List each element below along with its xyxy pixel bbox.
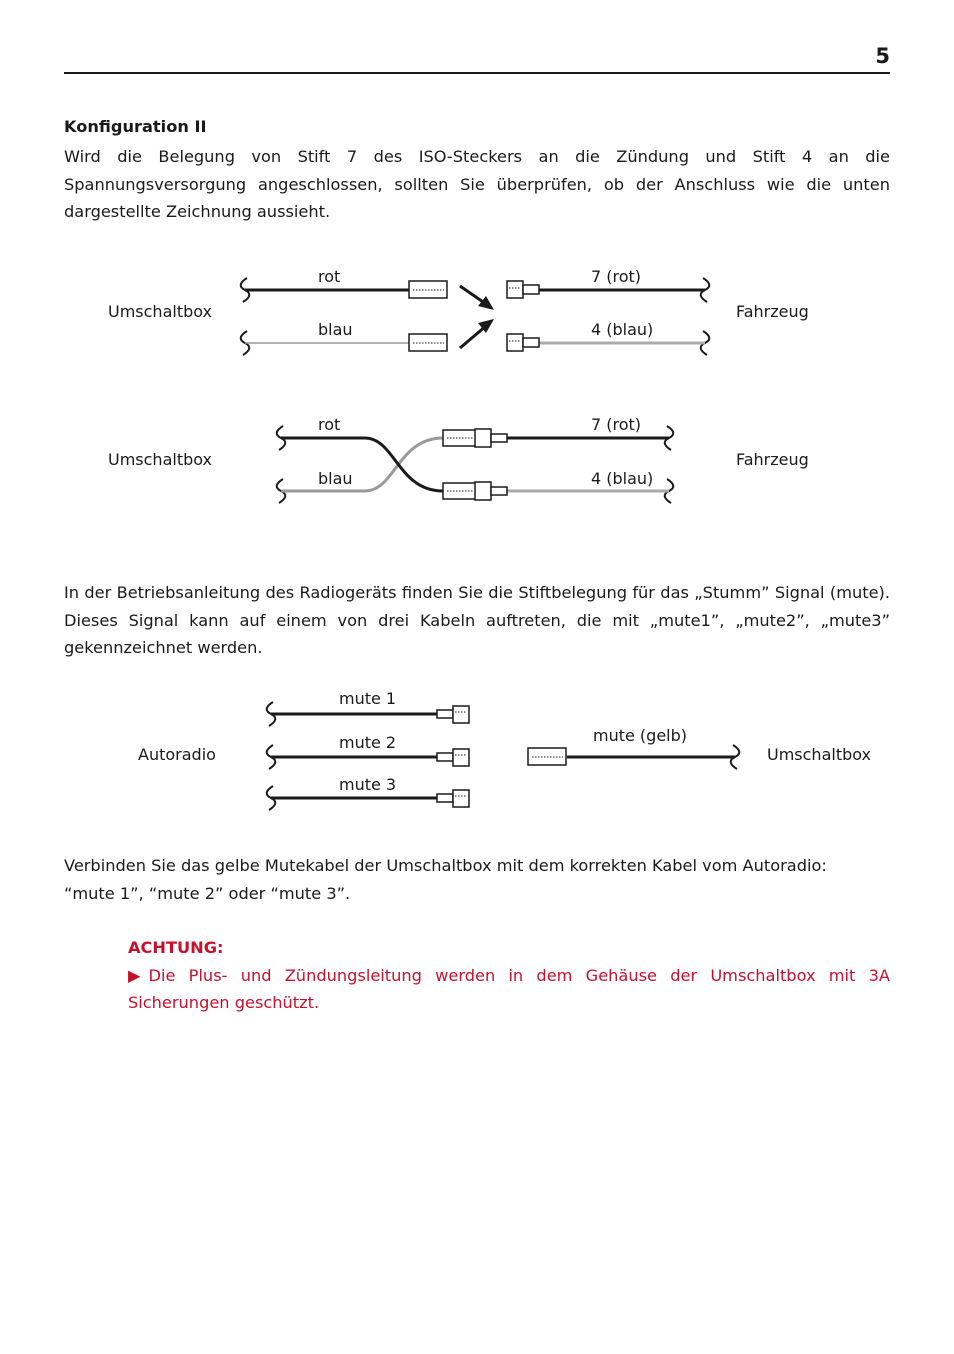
cable-end-squiggle [241,278,250,302]
wire-label-rot: rot [318,267,341,286]
cable-end-squiggle [701,331,710,355]
warning-title: ACHTUNG: [128,938,224,957]
cable-end-squiggle [665,479,674,503]
female-connector [409,334,447,351]
mute-paragraph: In der Betriebsanleitung des Radiogeräts finden Sie die Stiftbelegung für das „Stumm” Signal (mute). Dieses Signal kann auf einem von drei Kabeln auftreten, die mit „mute1”, „mute2”, „mute3” gekennzeichnet werden. [64,583,890,657]
wire-blau-cross [281,438,443,491]
section-heading: Konfiguration II [64,117,207,136]
wire-label-mute-gelb: mute (gelb) [593,726,688,745]
male-connector [437,710,453,718]
male-connector [507,334,523,351]
wire-label-mute-1: mute 1 [339,689,397,708]
cable-end-squiggle [701,278,710,302]
cable-end-squiggle [241,331,250,355]
intro-paragraph: Wird die Belegung von Stift 7 des ISO-Steckers an die Zündung und Stift 4 an die Spannungsversorgung angeschlossen, sollten Sie überprüfen, ob der Anschluss wie die unten dargestellte Zeichnung aussieht. [64,147,890,221]
header-rule [64,72,890,74]
wire-label-7-rot: 7 (rot) [591,267,642,286]
wire-label-4-blau: 4 (blau) [591,469,654,488]
joined-connector [443,430,487,446]
joined-connector [443,483,487,499]
warning-box [128,934,890,1017]
female-connector [528,748,566,765]
wire-label-rot: rot [318,415,341,434]
cable-end-squiggle [267,702,276,726]
diagram-2-right-label: Fahrzeug [736,450,809,469]
male-connector [507,281,523,298]
cable-end-squiggle [267,745,276,769]
page-number: 5 [875,44,890,68]
connect-paragraph [64,852,890,907]
wire-label-blau: blau [318,320,353,339]
connect-line-1: Verbinden Sie das gelbe Mutekabel der Umschaltbox mit dem korrekten Kabel vom Autoradio: [64,856,827,875]
wire-label-4-blau: 4 (blau) [591,320,654,339]
wire-label-mute-3: mute 3 [339,775,397,794]
diagram-1-right-label: Fahrzeug [736,302,809,321]
wire-label-mute-2: mute 2 [339,733,397,752]
wire-label-blau: blau [318,469,353,488]
wire-rot-cross [281,438,443,491]
cable-end-squiggle [731,745,740,769]
male-connector [437,753,453,761]
cable-end-squiggle [267,786,276,810]
diagram-2-left-label: Umschaltbox [108,450,213,469]
wire-label-7-rot: 7 (rot) [591,415,642,434]
arrow-up-right [460,326,486,348]
diagram-3-left-label: Autoradio [138,745,216,764]
cable-end-squiggle [665,426,674,450]
diagram-3-right-label: Umschaltbox [767,745,872,764]
female-connector [409,281,447,298]
arrow-down-right [460,286,486,304]
connect-line-2: “mute 1”, “mute 2” oder “mute 3”. [64,883,351,903]
male-connector [437,794,453,802]
cable-end-squiggle [277,426,286,450]
diagram-1-left-label: Umschaltbox [108,302,213,321]
warning-text: ▶Die Plus- und Zündungsleitung werden in dem Gehäuse der Umschaltbox mit 3A Sicherungen geschützt. [128,965,890,1012]
cable-end-squiggle [277,479,286,503]
